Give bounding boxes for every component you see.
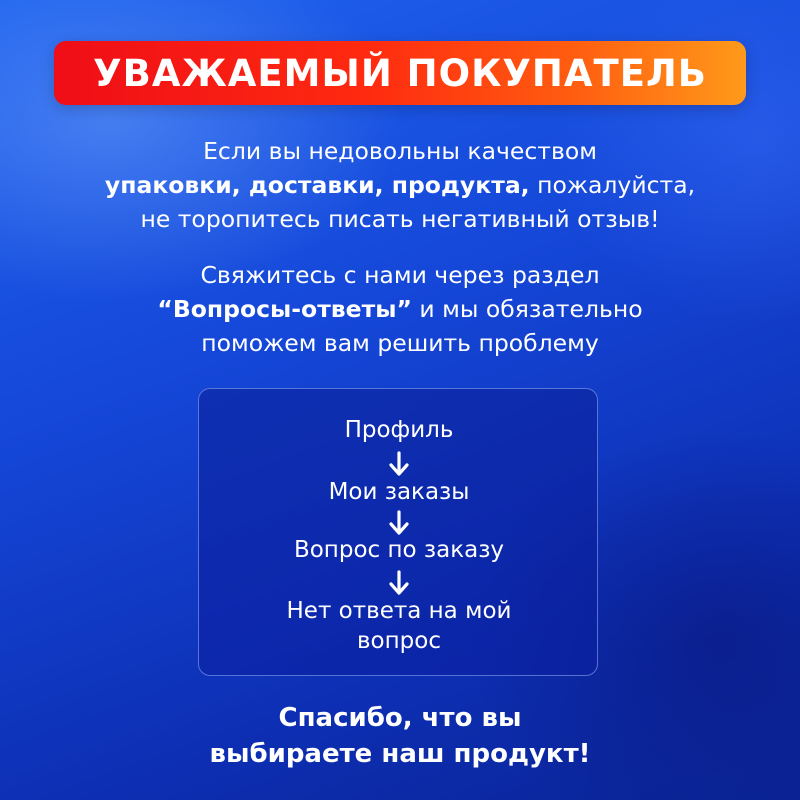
step-no-answer: Нет ответа на мой <box>286 598 512 624</box>
message2-line2-bold: “Вопросы-ответы” <box>157 295 412 323</box>
arrow-down-icon-svg <box>388 510 410 536</box>
arrow-down-icon-svg <box>388 451 410 477</box>
quality-message <box>0 134 800 236</box>
message2-line2-rest: и мы обязательно <box>411 295 643 323</box>
message2-line3: поможем вам решить проблему <box>201 329 599 357</box>
message1-line2 <box>0 168 800 202</box>
thanks-line1: Спасибо, что вы <box>278 703 522 733</box>
message1-line1: Если вы недовольны качеством <box>203 137 597 165</box>
arrow-down-icon-svg <box>388 570 410 596</box>
step-profile: Профиль <box>344 417 454 443</box>
thanks-line2: выбираете наш продукт! <box>209 739 591 769</box>
thank-you-message <box>0 700 800 772</box>
steps-panel <box>198 388 598 676</box>
message1-line2-bold: упаковки, доставки, продукта, <box>104 171 530 199</box>
step-no-answer-cont: вопрос <box>357 628 441 654</box>
title-banner <box>54 41 746 105</box>
message1-line2-rest: пожалуйста, <box>529 171 696 199</box>
banner-title: УВАЖАЕМЫЙ ПОКУПАТЕЛЬ <box>93 51 707 95</box>
message1-line3: не торопитесь писать негативный отзыв! <box>140 205 660 233</box>
step-order-question: Вопрос по заказу <box>293 537 505 563</box>
message2-line2 <box>0 292 800 326</box>
contact-message <box>0 258 800 360</box>
message2-line1: Свяжитесь с нами через раздел <box>200 261 600 289</box>
step-my-orders: Мои заказы <box>328 479 470 505</box>
